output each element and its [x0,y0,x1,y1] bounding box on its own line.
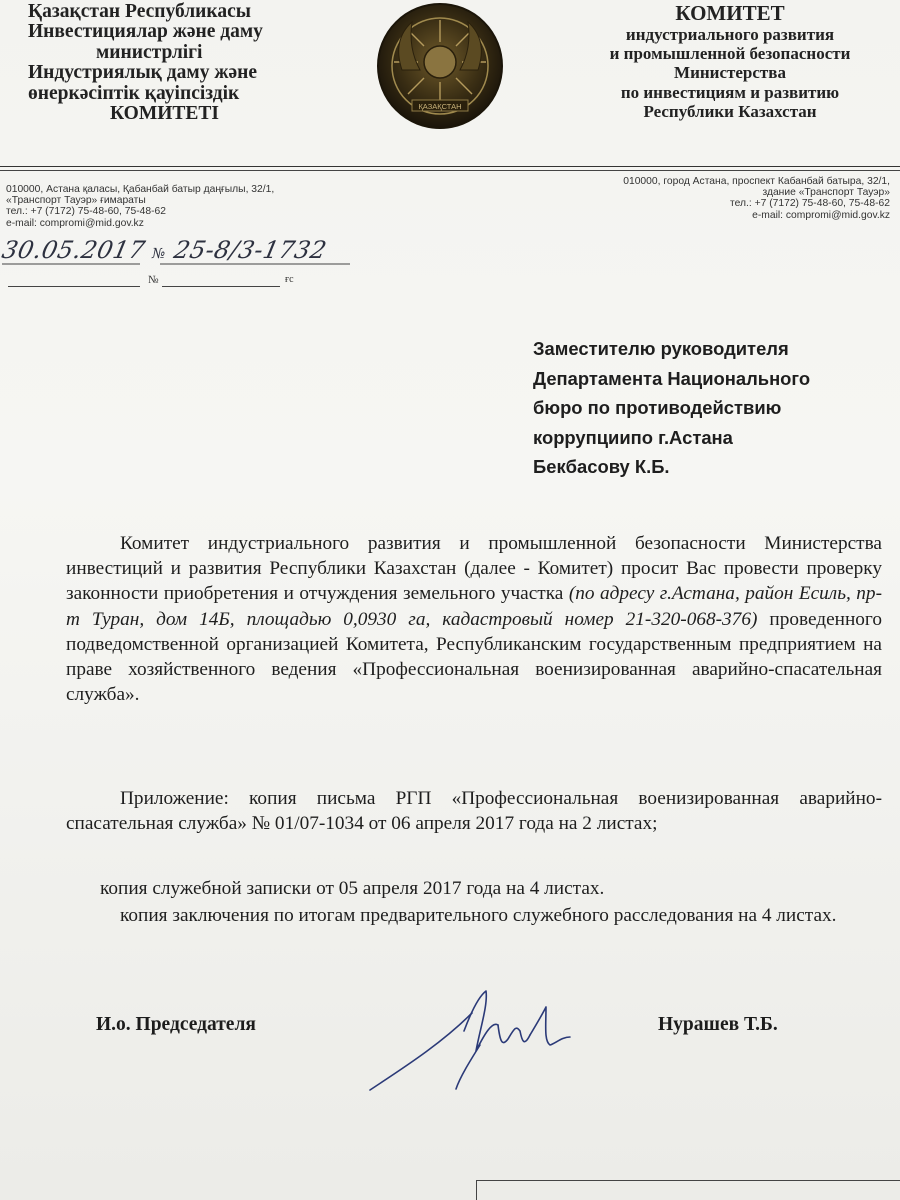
signatory-name: Нурашев Т.Б. [658,1014,778,1035]
addressee-line: Департамента Национального [533,367,811,389]
address-line: тел.: +7 (7172) 75-48-60, 75-48-62 [730,198,890,210]
header-right-line: индустриального развития [625,25,835,44]
address-line: «Транспорт Тауэр» ғимараты [6,195,146,207]
address-line: тел.: +7 (7172) 75-48-60, 75-48-62 [6,206,166,218]
header-russian [560,2,900,121]
registration-no-sign: № [148,274,159,286]
address-line: e-mail: compromi@mid.gov.kz [6,217,144,229]
appendix-paragraph: Приложение: копия письма РГП «Профессиональная военизированная аварийно-спасательная служба» № 01/07-1034 от 06 апреля 2017 года на 2 листах; [66,788,882,835]
handwritten-signature-icon [360,985,590,1095]
registration-no-sign: № [152,246,166,262]
header-left-line: КОМИТЕТІ [110,103,220,125]
addressee-line: бюро по противодействию [533,397,782,418]
state-emblem-icon [372,0,508,138]
address-kazakh [6,184,274,229]
header-divider [0,166,900,167]
addressee-line: Заместителю руководителя [533,338,789,359]
emblem-caption: ҚАЗАҚСТАН [418,102,462,111]
handwritten-registration [0,224,360,270]
land-plot-details: (по адресу г.Астана, район Есиль, пр-т Туран, дом 14Б, площадью 0,0930 га, кадастровый номер 21-320-068-376) [66,583,882,630]
main-text-end: проведенного подведомственной организацией Комитета, Республиканским государственным предприятием на праве хозяйственного ведения «Профессиональная военизированная аварийно-спасательная служба». [66,608,882,706]
address-line: 010000, Астана қаласы, Қабанбай батыр даңғылы, 32/1, [6,184,275,195]
addressee-line: коррупциипо г.Астана [533,426,733,448]
address-line: здание «Транспорт Тауэр» [762,187,890,199]
header-right-line: и промышленной безопасности [609,44,851,64]
header-right-line: по инвестициям и развитию [620,82,840,102]
header-left-line: Индустриялық даму және [28,62,258,84]
header-left-line: Инвестициялар және даму [28,21,263,43]
address-line: 010000, город Астана, проспект Кабанбай батыра, 32/1, [623,176,890,187]
address-line: e-mail: compromi@mid.gov.kz [752,209,890,221]
addressee-line: Бекбасову К.Б. [533,456,670,477]
address-russian [623,176,890,221]
header-divider [0,170,900,171]
header-right-line: КОМИТЕТ [675,1,785,25]
header-kazakh [28,2,348,124]
header-right-line: Министерства [674,63,786,83]
addressee-block [533,334,893,482]
header-left-line: Қазақстан Республикасы [28,1,251,22]
main-paragraph [66,531,882,707]
header-right-line: Республики Казахстан [643,101,817,121]
registration-number: 25-8/3-1732 [171,235,330,264]
registration-blank-line [0,270,310,294]
appendix-item: копия заключения по итогам предварительного служебного расследования на 4 листах. [120,905,837,926]
stamp-box-fragment [476,1180,900,1200]
header-left-line: өнеркәсіптік қауіпсіздік [28,82,240,104]
registration-date: 30.05.2017 [0,235,148,264]
main-text: Комитет индустриального развития и промышленной безопасности Министерства инвестиций и развития Республики Казахстан (далее - Комитет) просит Вас провести проверку законности приобретения и отчуждения земельного участка [66,533,882,605]
registration-year-suffix: ғс [285,274,294,285]
header-left-line: министрлігі [96,41,203,63]
appendix-item: копия служебной записки от 05 апреля 2017 года на 4 листах. [100,878,605,899]
signatory-title: И.о. Председателя [96,1014,256,1035]
